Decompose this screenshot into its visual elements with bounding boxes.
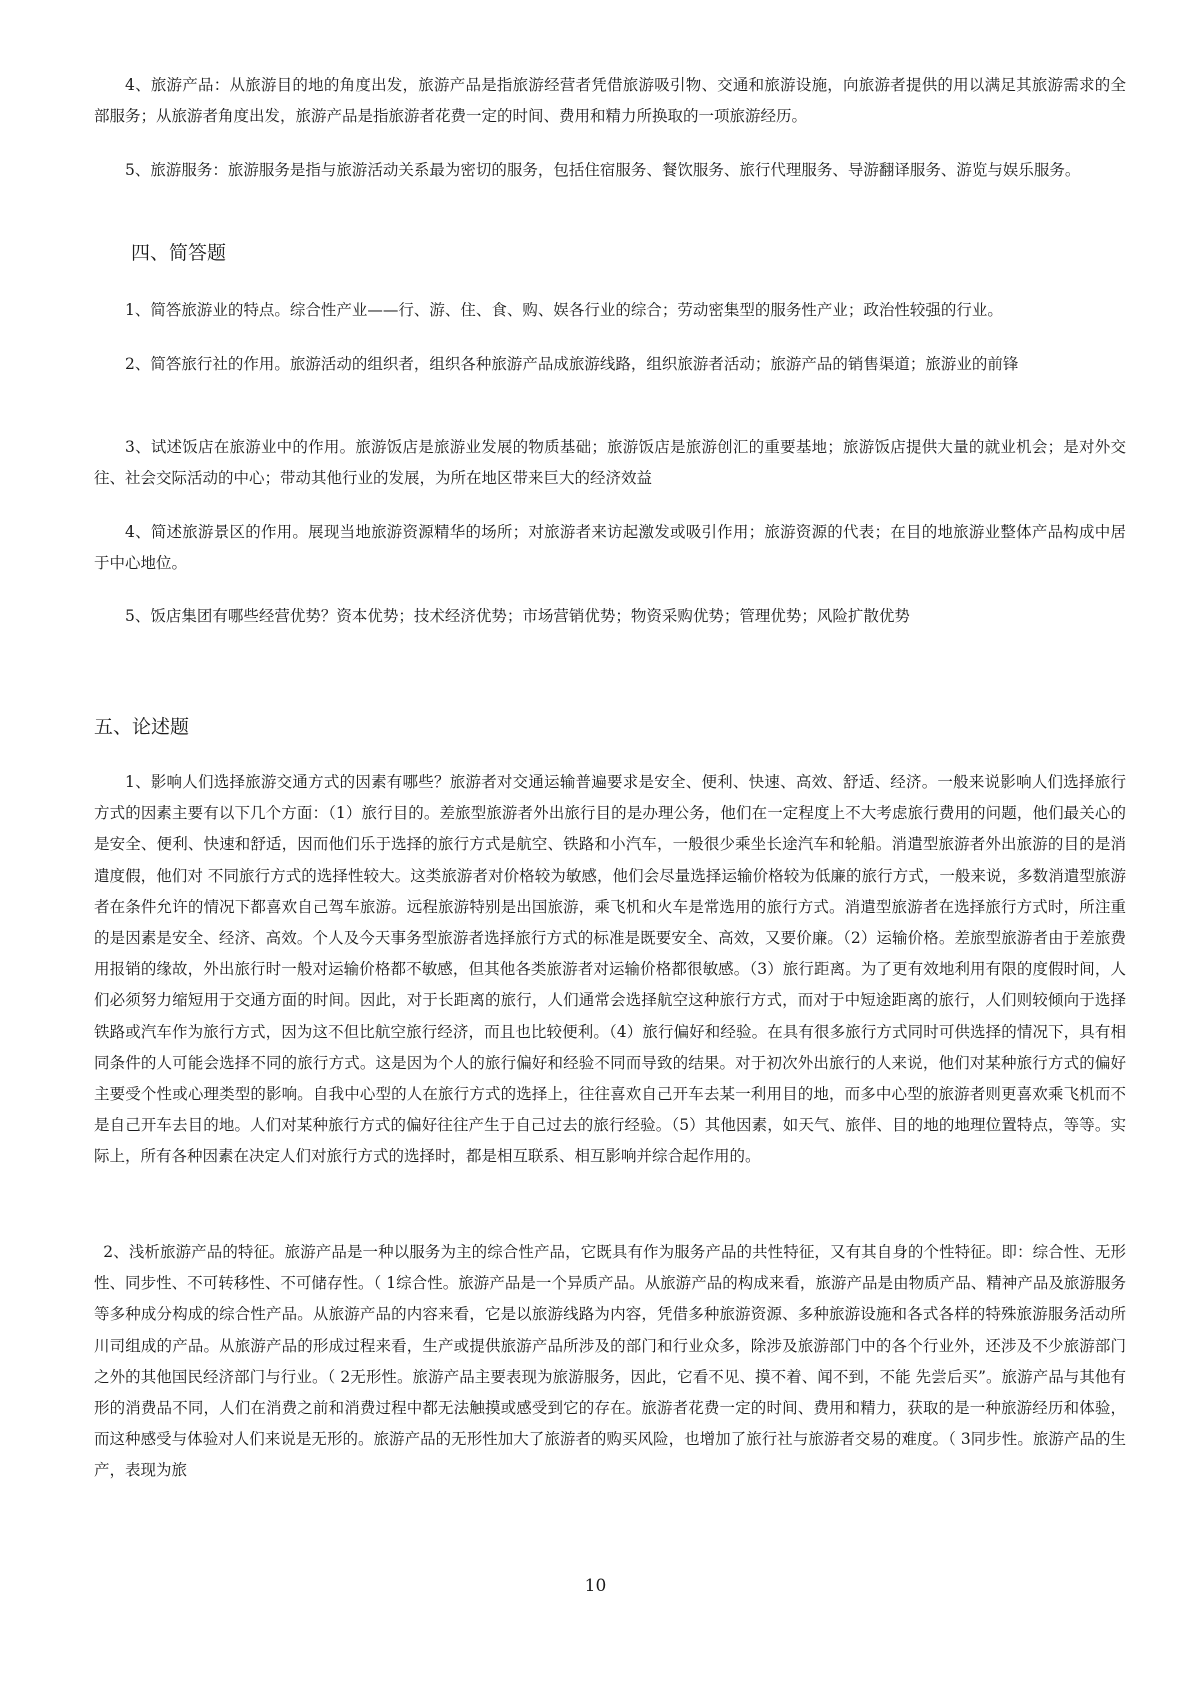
section-heading-essay: 五、论述题 bbox=[94, 716, 190, 738]
short-answer-1: 1、简答旅游业的特点。综合性产业——行、游、住、食、购、娱各行业的综合；劳动密集型的服务性产业；政治性较强的行业。 bbox=[125, 301, 1003, 319]
page-number: 10 bbox=[584, 1576, 607, 1596]
short-answer-4: 4、简述旅游景区的作用。展现当地旅游资源精华的场所；对旅游者来访起激发或吸引作用；旅游资源的代表；在目的地旅游业整体产品构成中居于中心地位。 bbox=[94, 523, 1126, 573]
essay-answer-1: 1、影响人们选择旅游交通方式的因素有哪些？旅游者对交通运输普遍要求是安全、便利、快速、高效、舒适、经济。一般来说影响人们选择旅行方式的因素主要有以下几个方面：（1）旅行目的。差旅型旅游者外出旅行目的是办理公务，他们在一定程度上不大考虑旅行费用的问题，他们最关心的是安全、便利、快速和舒适，因而他们乐于选择的旅行方式是航空、铁路和小汽车，一般很少乘坐长途汽车和轮船。消遣型旅游者外出旅游的目的是消遣度假，他们对 不同旅行方式的选择性较大。这类旅游者对价格较为敏感，他们会尽量选择运输价格较为低廉的旅行方式，一般来说，多数消遣型旅游者在条件允许的情况下都喜欢自己驾车旅游。远程旅游特别是出国旅游，乘飞机和火车是常选用的旅行方式。消遣型旅游者在选择旅行方式时，所注重的是因素是安全、经济、高效。个人及今天事务型旅游者选择旅行方式的标准是既要安全、高效，又要价廉。（2）运输价格。差旅型旅游者由于差旅费用报销的缘故，外出旅行时一般对运输价格都不敏感，但其他各类旅游者对运输价格都很敏感。（3）旅行距离。为了更有效地利用有限的度假时间，人们必须努力缩短用于交通方面的时间。因此，对于长距离的旅行，人们通常会选择航空这种旅行方式，而对于中短途距离的旅行，人们则较倾向于选择铁路或汽车作为旅行方式，因为这不但比航空旅行经济，而且也比较便利。（4）旅行偏好和经验。在具有很多旅行方式同时可供选择的情况下，具有相同条件的人可能会选择不同的旅行方式。这是因为个人的旅行偏好和经验不同而导致的结果。对于初次外出旅行的人来说，他们对某种旅行方式的偏好主要受个性或心理类型的影响。自我中心型的人在旅行方式的选择上，往往喜欢自己开车去某一利用目的地，而多中心型的旅游者则更喜欢乘飞机而不是自己开车去目的地。人们对某种旅行方式的偏好往往产生于自己过去的旅行经验。（5）其他因素，如天气、旅伴、目的地的地理位置特点，等等。实际上，所有各种因素在决定人们对旅行方式的选择时，都是相互联系、相互影响并综合起作用的。 bbox=[94, 773, 1126, 1166]
short-answer-3: 3、试述饭店在旅游业中的作用。旅游饭店是旅游业发展的物质基础；旅游饭店是旅游创汇的重要基地；旅游饭店提供大量的就业机会；是对外交往、社会交际活动的中心；带动其他行业的发展，为所在地区带来巨大的经济效益 bbox=[94, 438, 1126, 488]
short-answer-2: 2、简答旅行社的作用。旅游活动的组织者，组织各种旅游产品成旅游线路，组织旅游者活动；旅游产品的销售渠道；旅游业的前锋 bbox=[125, 355, 1019, 373]
essay-answer-2: 2、浅析旅游产品的特征。旅游产品是一种以服务为主的综合性产品，它既具有作为服务产品的共性特征，又有其自身的个性特征。即：综合性、无形性、同步性、不可转移性、不可储存性。（ 1综合性。旅游产品是一个异质产品。从旅游产品的构成来看，旅游产品是由物质产品、精神产品及旅游服务等多种成分构成的综合性产品。从旅游产品的内容来看，它是以旅游线路为内容，凭借多种旅游资源、多种旅游设施和各式各样的特殊旅游服务活动所川司组成的产品。从旅游产品的形成过程来看，生产或提供旅游产品所涉及的部门和行业众多，除涉及旅游部门中的各个行业外，还涉及不少旅游部门之外的其他国民经济部门与行业。（ 2无形性。旅游产品主要表现为旅游服务，因此，它看不见、摸不着、闻不到，不能 先尝后买”。旅游产品与其他有形的消费品不同，人们在消费之前和消费过程中都无法触摸或感受到它的存在。旅游者花费一定的时间、费用和精力，获取的是一种旅游经历和体验，而这种感受与体验对人们来说是无形的。旅游产品的无形性加大了旅游者的购买风险，也增加了旅行社与旅游者交易的难度。（ 3同步性。旅游产品的生产，表现为旅 bbox=[94, 1243, 1126, 1480]
definition-tourism-product: 4、旅游产品：从旅游目的地的角度出发，旅游产品是指旅游经营者凭借旅游吸引物、交通和旅游设施，向旅游者提供的用以满足其旅游需求的全部服务；从旅游者角度出发，旅游产品是指旅游者花费一定的时间、费用和精力所换取的一项旅游经历。 bbox=[94, 76, 1126, 126]
short-answer-5: 5、饭店集团有哪些经营优势？资本优势；技术经济优势；市场营销优势；物资采购优势；管理优势；风险扩散优势 bbox=[125, 607, 910, 625]
section-heading-short-answer: 四、简答题 bbox=[131, 242, 227, 264]
definition-tourism-service: 5、旅游服务：旅游服务是指与旅游活动关系最为密切的服务，包括住宿服务、餐饮服务、旅行代理服务、导游翻译服务、游览与娱乐服务。 bbox=[125, 161, 1081, 179]
